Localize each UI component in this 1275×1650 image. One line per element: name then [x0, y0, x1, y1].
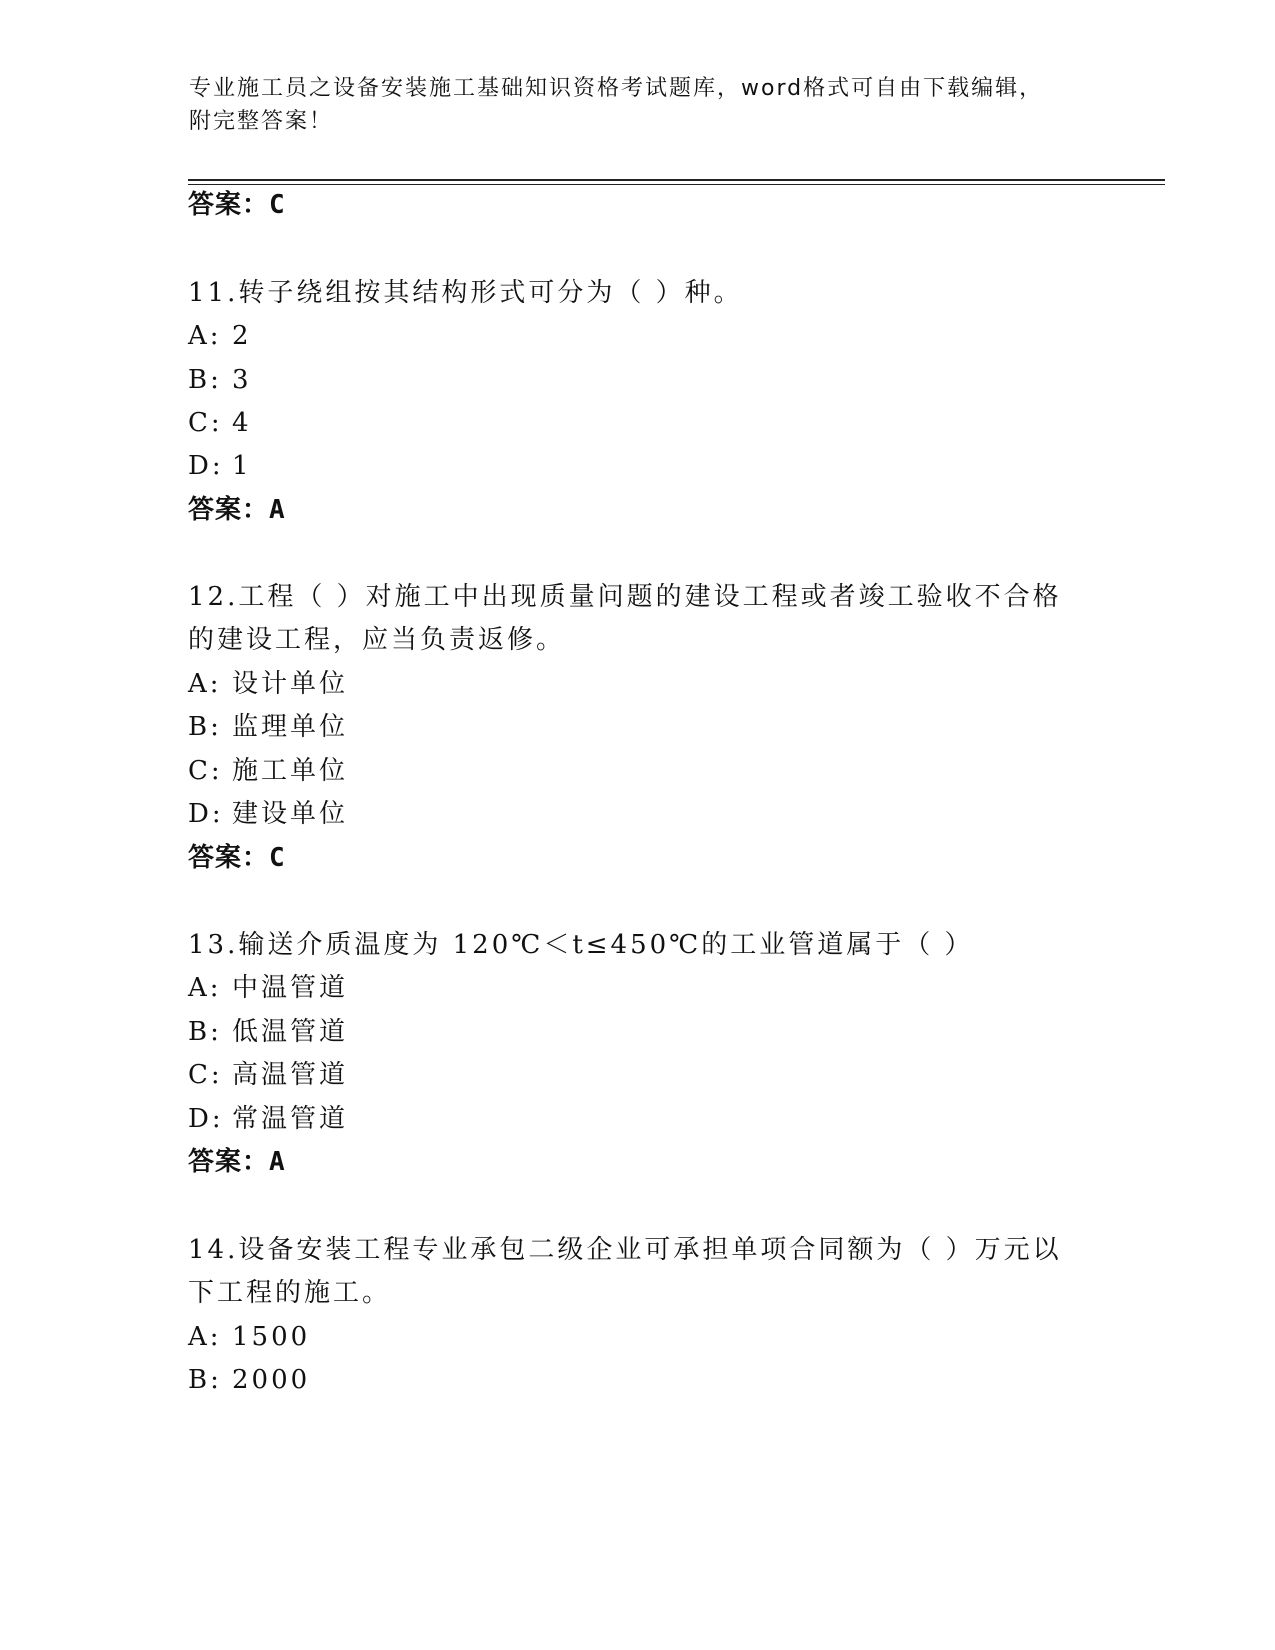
option-text: 低温管道	[232, 1017, 349, 1047]
option-text: 2	[232, 321, 252, 351]
header-line-1: 专业施工员之设备安装施工基础知识资格考试题库，word格式可自由下载编辑，	[189, 76, 1044, 101]
option-label: C:	[188, 408, 223, 438]
option-label: B:	[188, 365, 222, 395]
question-14-text-line-2: 下工程的施工。	[188, 1278, 392, 1308]
question-11-answer: 答案：A	[188, 495, 286, 525]
option-label: D:	[188, 799, 224, 829]
question-12-text-line-1: 12.工程（ ）对施工中出现质量问题的建设工程或者竣工验收不合格	[188, 582, 1062, 612]
option-text: 中温管道	[232, 973, 349, 1003]
option-label: A:	[188, 669, 222, 699]
header-line-2: 附完整答案！	[189, 109, 334, 134]
question-14-option-b	[188, 1363, 310, 1397]
option-text: 1	[232, 451, 252, 481]
option-text: 3	[232, 365, 252, 395]
option-label: B:	[188, 1017, 222, 1047]
question-11-option-c	[188, 406, 252, 440]
option-label: C:	[188, 756, 223, 786]
option-label: D:	[188, 1104, 224, 1134]
question-12-option-a	[188, 667, 348, 701]
question-13-option-b	[188, 1015, 348, 1049]
option-label: B:	[188, 712, 222, 742]
option-text: 4	[232, 408, 252, 438]
question-11-option-a	[188, 319, 252, 353]
option-text: 监理单位	[232, 712, 349, 742]
option-text: 高温管道	[232, 1060, 349, 1090]
question-13-option-c	[188, 1058, 348, 1092]
option-text: 设计单位	[232, 669, 349, 699]
option-text: 2000	[232, 1365, 311, 1395]
option-text: 建设单位	[232, 799, 349, 829]
question-12-text-line-2: 的建设工程，应当负责返修。	[188, 625, 566, 655]
question-14-option-a	[188, 1320, 310, 1354]
option-label: B:	[188, 1365, 222, 1395]
option-label: A:	[188, 1322, 222, 1352]
option-text: 施工单位	[232, 756, 349, 786]
question-13-option-d	[188, 1102, 348, 1136]
question-12-option-c	[188, 754, 348, 788]
option-text: 1500	[232, 1322, 311, 1352]
option-label: A:	[188, 973, 222, 1003]
header-divider-thin	[188, 184, 1165, 185]
question-14-text-line-1: 14.设备安装工程专业承包二级企业可承担单项合同额为（ ）万元以	[188, 1235, 1062, 1265]
option-label: A:	[188, 321, 222, 351]
question-11-text: 11.转子绕组按其结构形式可分为（ ）种。	[188, 278, 743, 308]
previous-answer: 答案：C	[188, 190, 286, 220]
question-11-option-d	[188, 449, 252, 483]
question-12-answer: 答案：C	[188, 843, 286, 873]
question-13-text: 13.输送介质温度为 120℃＜t≤450℃的工业管道属于（ ）	[188, 930, 974, 960]
question-12-option-b	[188, 710, 348, 744]
question-11-option-b	[188, 363, 252, 397]
option-label: C:	[188, 1060, 223, 1090]
question-12-option-d	[188, 797, 348, 831]
header-divider-thick	[188, 179, 1165, 181]
question-13-option-a	[188, 971, 348, 1005]
document-header	[189, 72, 1069, 138]
option-label: D:	[188, 451, 224, 481]
option-text: 常温管道	[232, 1104, 349, 1134]
question-13-answer: 答案：A	[188, 1147, 286, 1177]
